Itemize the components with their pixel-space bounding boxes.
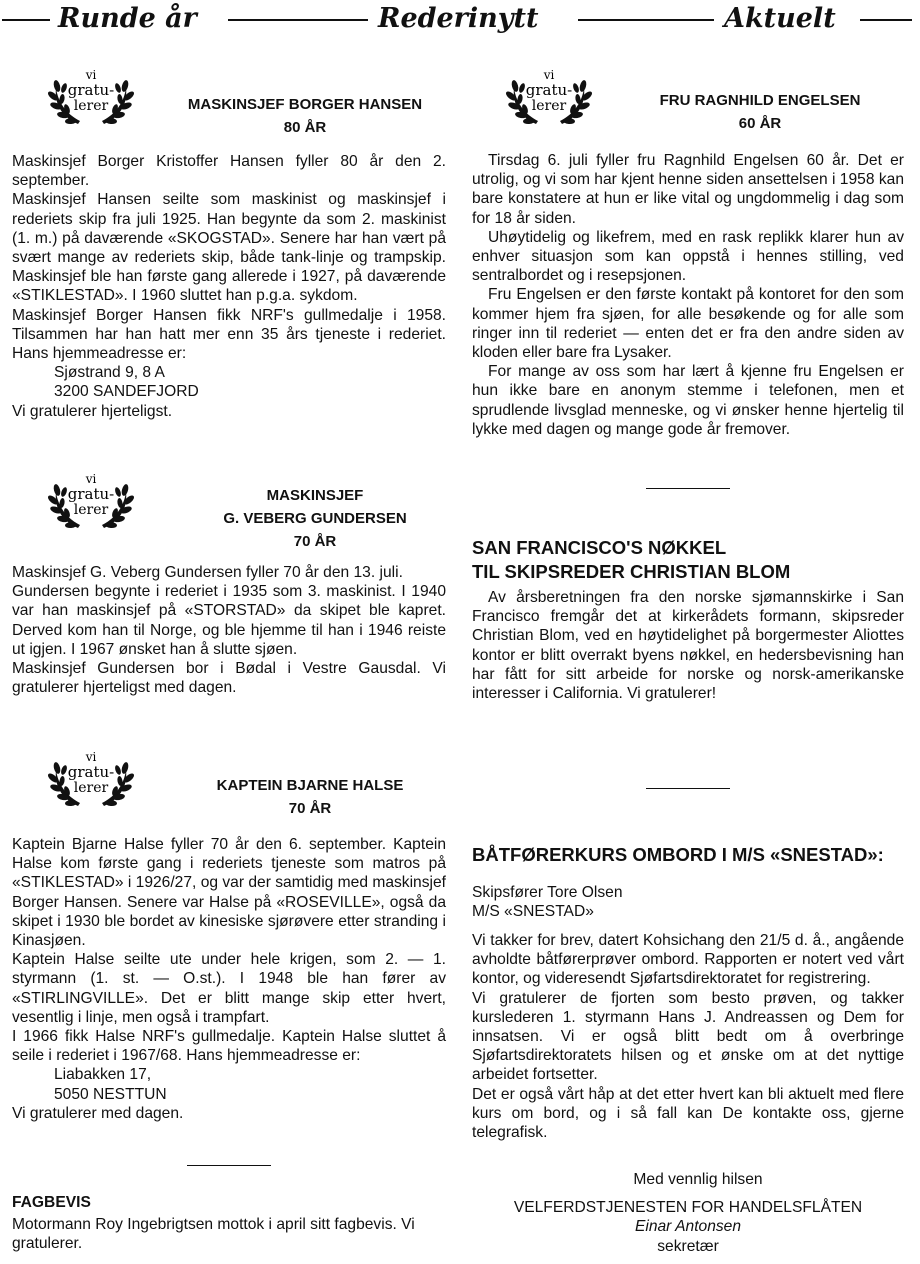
article-body-engelsen: Tirsdag 6. juli fyller fru Ragnhild Engelsen 60 år. Det er utrolig, og vi som har kjent henne siden ansettelsen i 1958 kan bare konstatere at hun er like vital og ungdommelig i dag som for 18 år siden. Uhøytidelig og likefrem, med en rask replikk klarer hun av enhver situasjon som kan oppstå i hennes stilling, ved sentralbordet og i resepsjonen. Fru Engelsen er den første kontakt på kontoret for den som kommer hjem fra sjøen, for alle besøkende og for alle som ringer inn til rederiet — enten det er fra den andre siden av kloden eller bare fra Lysaker. For mange av oss som har lært å kjenne fru Engelsen er hun ikke bare en anonym stemme i telefonen, men et sprudlende livsglad menneske, og vi ønsker henne hjertelig til lykke med dagen og mange gode år fremover. <box>472 152 904 438</box>
article-title-fagbevis: FAGBEVIS <box>12 1194 91 1211</box>
article-body-snestad: Vi takker for brev, datert Kohsichang den 21/5 d. å., angående avholdte båtførerprøver ombord. Rapporten er notert ved vårt kontor, og videresendt Sjøfartsdirektoratet for registrering. Vi gratulerer de fjorten som besto prøven, og takker kurslederen 1. styrmann Hans J. Andreassen og Dem for innsatsen. Vi er også blitt bedt om å overbringe Sjøfartsdirektoratets hilsen og et ønske om at det nyttige arbeidet fortsetter. Det er også vårt håp at det etter hvert kan bli aktuelt med flere kurs om bord, og i så fall kan De kontakte oss, gjerne telegrafisk. <box>472 932 904 1142</box>
svg-text:gratu-: gratu- <box>67 763 115 781</box>
congrats-seal <box>48 748 134 810</box>
laurel-wreath-icon <box>48 66 134 128</box>
svg-text:vi: vi <box>543 68 555 82</box>
article-title-snestad: BÅTFØRERKURS OMBORD I M/S «SNESTAD»: <box>472 844 884 865</box>
banner-aktuelt: Aktuelt <box>724 3 836 34</box>
article-title-borger: MASKINSJEF BORGER HANSEN 80 ÅR <box>187 96 423 136</box>
snestad-recipient: Skipsfører Tore Olsen M/S «SNESTAD» <box>472 884 623 921</box>
svg-text:lerer: lerer <box>73 502 109 518</box>
divider <box>646 788 730 789</box>
svg-text:vi: vi <box>85 472 97 486</box>
congrats-seal <box>506 66 592 128</box>
divider <box>187 1165 271 1166</box>
svg-text:lerer: lerer <box>73 780 109 796</box>
laurel-wreath-icon <box>48 748 134 810</box>
signature-block: Med vennlig hilsen VELFERDSTJENESTEN FOR HANDELSFLÅTEN Einar Antonsen sekretær <box>513 1171 863 1255</box>
article-title-halse: KAPTEIN BJARNE HALSE 70 ÅR <box>216 777 404 817</box>
article-body-blom: Av årsberetningen fra den norske sjømannskirke i San Francisco fremgår det at kirkerådets formann, skipsreder Christian Blom, ved en høytidelighet på borgermester Aliottes kontor er blitt overrakt byens nøkkel, en hedersbevisning han har fått for sitt arbeide for norske og norsk-amerikanske interesser i California. Vi gratulerer! <box>472 589 904 703</box>
laurel-wreath-icon <box>506 66 592 128</box>
congrats-seal <box>48 66 134 128</box>
article-title-gundersen: MASKINSJEF G. VEBERG GUNDERSEN 70 ÅR <box>223 487 407 550</box>
svg-text:vi: vi <box>85 68 97 82</box>
svg-text:gratu-: gratu- <box>67 81 115 99</box>
divider <box>646 488 730 489</box>
article-title-blom: SAN FRANCISCO'S NØKKEL TIL SKIPSREDER CHRISTIAN BLOM <box>472 537 791 582</box>
article-body-fagbevis: Motormann Roy Ingebrigtsen mottok i april sitt fagbevis. Vi gratulerer. <box>12 1216 415 1253</box>
section-banner <box>0 2 920 36</box>
svg-text:vi: vi <box>85 750 97 764</box>
article-title-engelsen: FRU RAGNHILD ENGELSEN 60 ÅR <box>659 92 861 132</box>
article-body-borger: Maskinsjef Borger Kristoffer Hansen fyller 80 år den 2. september. Maskinsjef Hansen seilte som maskinist og maskinsjef i rederiets skip fra juli 1925. Han begynte da som 2. maskinist (1. m.) på daværende «SKOGSTAD». Senere har han vært på svært mange av rederiets skip, både tank-linje og trampskip. Maskinsjef ble han første gang allerede i 1927, på daværende «STIKLESTAD». I 1960 sluttet han p.g.a. sykdom. Maskinsjef Borger Hansen fikk NRF's gullmedalje i 1958. Tilsammen har han hatt mer enn 35 års tjeneste i rederiet. Hans hjemmeadresse er: Sjøstrand 9, 8 A 3200 SANDEFJORD Vi gratulerer hjerteligst. <box>12 153 446 420</box>
banner-runde-ar: Runde år <box>58 3 197 34</box>
article-body-halse: Kaptein Bjarne Halse fyller 70 år den 6. september. Kaptein Halse kom første gang i rederiets tjeneste som matros på «STIKLESTAD» i 1926/27, og var der samtidig med maskinsjef Borger Hansen. Senere var Halse på «ROSEVILLE», også da skipet i 1930 ble bordet av kinesiske sjørøvere etter stranding i Kinasjøen. Kaptein Halse seilte ute under hele krigen, som 2. — 1. styrmann (1. st. — O.st.). I 1948 ble han fører av «STIRLINGVILLE». Det er blitt mange skip etter hvert, vesentlig i linje, men også i trampfart. I 1966 fikk Halse NRF's gullmedalje. Kaptein Halse sluttet å seile i rederiet i 1967/68. Hans hjemmeadresse er: Liabakken 17, 5050 NESTTUN Vi gratulerer med dagen. <box>12 836 446 1122</box>
svg-text:lerer: lerer <box>73 98 109 114</box>
banner-rederinytt: Rederinytt <box>378 3 539 34</box>
svg-text:gratu-: gratu- <box>67 485 115 503</box>
laurel-wreath-icon <box>48 470 134 532</box>
congrats-seal <box>48 470 134 532</box>
article-body-gundersen: Maskinsjef G. Veberg Gundersen fyller 70 år den 13. juli. Gundersen begynte i rederiet i 1935 som 3. maskinist. I 1940 var han maskinsjef på «STORSTAD» da skipet ble kapret. Derved kom han til Norge, og ble hjemme til han i 1946 reiste ut igjen. I 1967 ønsket han å slutte sjøen. Maskinsjef Gundersen bor i Bødal i Vestre Gausdal. Vi gratulerer hjerteligst med dagen. <box>12 564 446 697</box>
svg-text:gratu-: gratu- <box>525 81 573 99</box>
svg-text:lerer: lerer <box>531 98 567 114</box>
